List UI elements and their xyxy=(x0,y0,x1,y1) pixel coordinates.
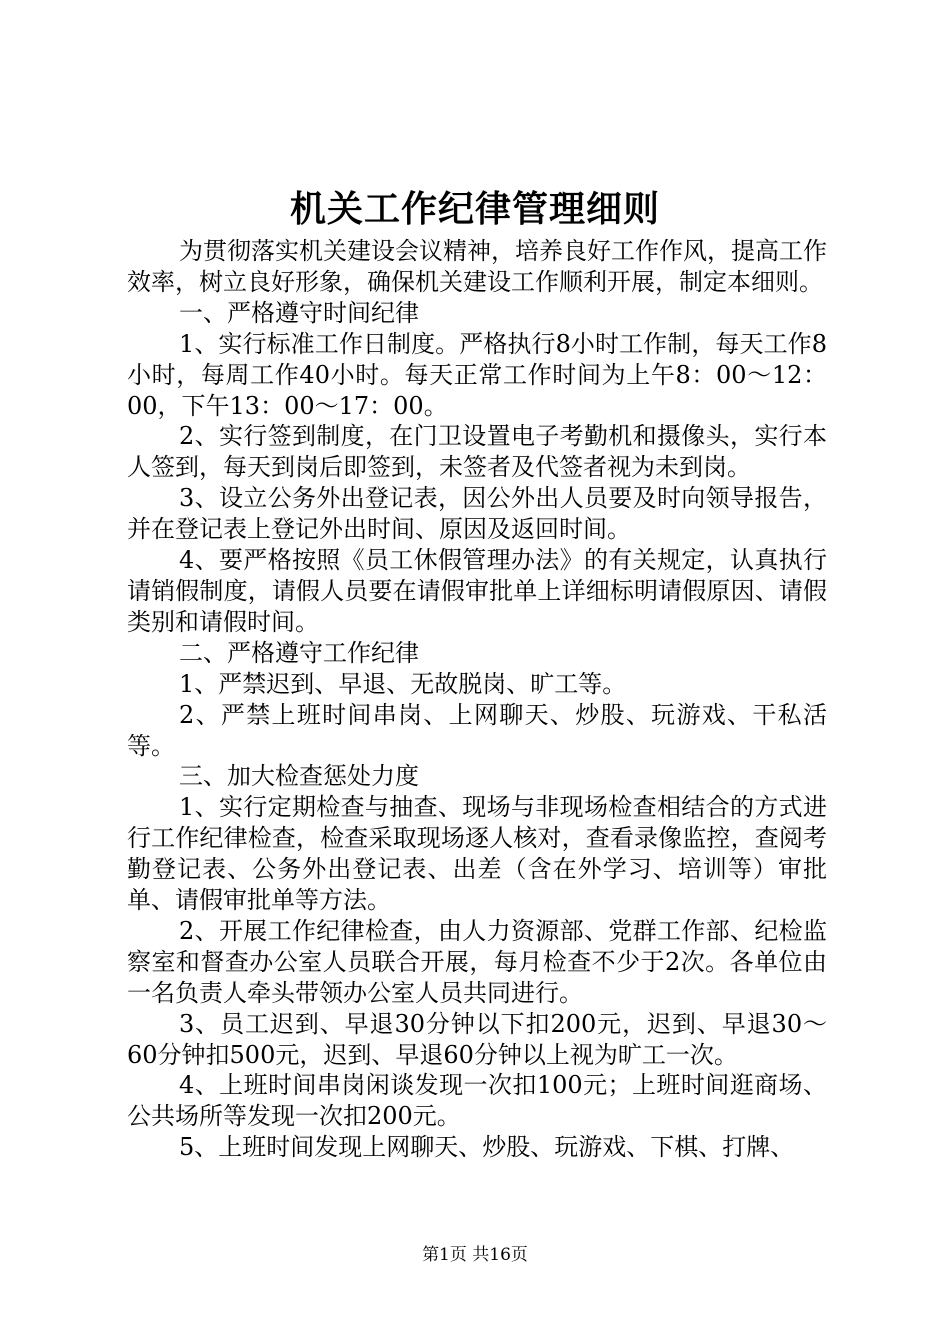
section-1-item-3: 3、设立公务外出登记表，因公外出人员要及时向领导报告，并在登记表上登记外出时间、原因及返回时间。 xyxy=(127,484,827,544)
section-3-item-5: 5、上班时间发现上网聊天、炒股、玩游戏、下棋、打牌、 xyxy=(179,1133,795,1162)
section-2-item-2: 2、严禁上班时间串岗、上网聊天、炒股、玩游戏、干私活等。 xyxy=(127,700,827,760)
section-3-item-4: 4、上班时间串岗闲谈发现一次扣100元；上班时间逛商场、公共场所等发现一次扣200元。 xyxy=(127,1071,827,1131)
page-title: 机关工作纪律管理细则 xyxy=(289,188,660,230)
section-1-item-4: 4、要严格按照《员工休假管理办法》的有关规定，认真执行请销假制度，请假人员要在请假审批单上详细标明请假原因、请假类别和请假时间。 xyxy=(127,546,827,636)
page-number: 第1页 共16页 xyxy=(422,1245,528,1265)
section-2-item-1: 1、严禁迟到、早退、无故脱岗、旷工等。 xyxy=(179,669,627,698)
section-3-item-1: 1、实行定期检查与抽查、现场与非现场检查相结合的方式进行工作纪律检查，检查采取现场逐人核对，查看录像监控，查阅考勤登记表、公务外出登记表、出差（含在外学习、培训等）审批单、请假审批单等方法。 xyxy=(127,793,827,915)
document-body xyxy=(127,236,827,1163)
intro-paragraph: 为贯彻落实机关建设会议精神，培养良好工作作风，提高工作效率，树立良好形象，确保机关建设工作顺利开展，制定本细则。 xyxy=(127,237,827,296)
section-3-item-2: 2、开展工作纪律检查，由人力资源部、党群工作部、纪检监察室和督查办公室人员联合开展，每月检查不少于2次。各单位由一名负责人牵头带领办公室人员共同进行。 xyxy=(127,916,827,1007)
section-heading-3: 三、加大检查惩处力度 xyxy=(179,762,419,791)
section-heading-2: 二、严格遵守工作纪律 xyxy=(179,638,419,667)
section-3-item-3: 3、员工迟到、早退30分钟以下扣200元，迟到、早退30～60分钟扣500元，迟到、早退60分钟以上视为旷工一次。 xyxy=(127,1009,827,1069)
section-heading-1: 一、严格遵守时间纪律 xyxy=(179,298,419,327)
section-1-item-1: 1、实行标准工作日制度。严格执行8小时工作制，每天工作8小时，每周工作40小时。每天正常工作时间为上午8：00～12：00，下午13：00～17：00。 xyxy=(127,329,827,420)
section-1-item-2: 2、实行签到制度，在门卫设置电子考勤机和摄像头，实行本人签到，每天到岗后即签到，未签者及代签者视为未到岗。 xyxy=(127,422,827,482)
